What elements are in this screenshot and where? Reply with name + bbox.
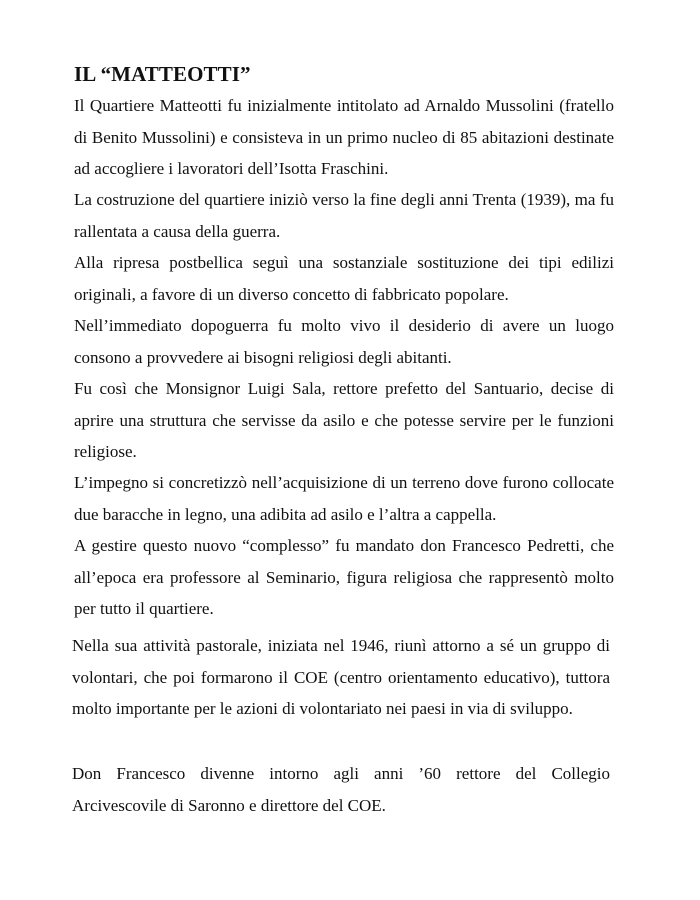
paragraph-9: Don Francesco divenne intorno agli anni ’60 rettore del Collegio Arcivescovile di Saronno e direttore del COE. bbox=[72, 764, 610, 815]
paragraph-7: A gestire questo nuovo “complesso” fu mandato don Francesco Pedretti, che all’epoca era professore al Seminario, figura religiosa che rappresentò molto per tutto il quartiere. bbox=[74, 536, 614, 618]
paragraph-1: Il Quartiere Matteotti fu inizialmente intitolato ad Arnaldo Mussolini (fratello di Benito Mussolini) e consisteva in un primo nucleo di 85 abitazioni destinate ad accogliere i lavoratori dell’Isotta Fraschini. bbox=[74, 96, 614, 178]
paragraph-6: L’impegno si concretizzò nell’acquisizione di un terreno dove furono collocate due baracche in legno, una adibita ad asilo e l’altra a cappella. bbox=[74, 473, 614, 524]
document-title: IL “MATTEOTTI” bbox=[74, 62, 251, 86]
paragraph-5: Fu così che Monsignor Luigi Sala, rettore prefetto del Santuario, decise di aprire una struttura che servisse da asilo e che potesse servire per le funzioni religiose. bbox=[74, 379, 614, 461]
paragraph-8: Nella sua attività pastorale, iniziata nel 1946, riunì attorno a sé un gruppo di volontari, che poi formarono il COE (centro orientamento educativo), tuttora molto importante per le azioni di volontariato nei paesi in via di sviluppo. bbox=[72, 636, 610, 718]
paragraph-2: La costruzione del quartiere iniziò verso la fine degli anni Trenta (1939), ma fu rallentata a causa della guerra. bbox=[74, 190, 614, 241]
paragraph-4: Nell’immediato dopoguerra fu molto vivo il desiderio di avere un luogo consono a provvedere ai bisogni religiosi degli abitanti. bbox=[74, 316, 614, 367]
paragraph-3: Alla ripresa postbellica seguì una sostanziale sostituzione dei tipi edilizi originali, a favore di un diverso concetto di fabbricato popolare. bbox=[74, 253, 614, 304]
